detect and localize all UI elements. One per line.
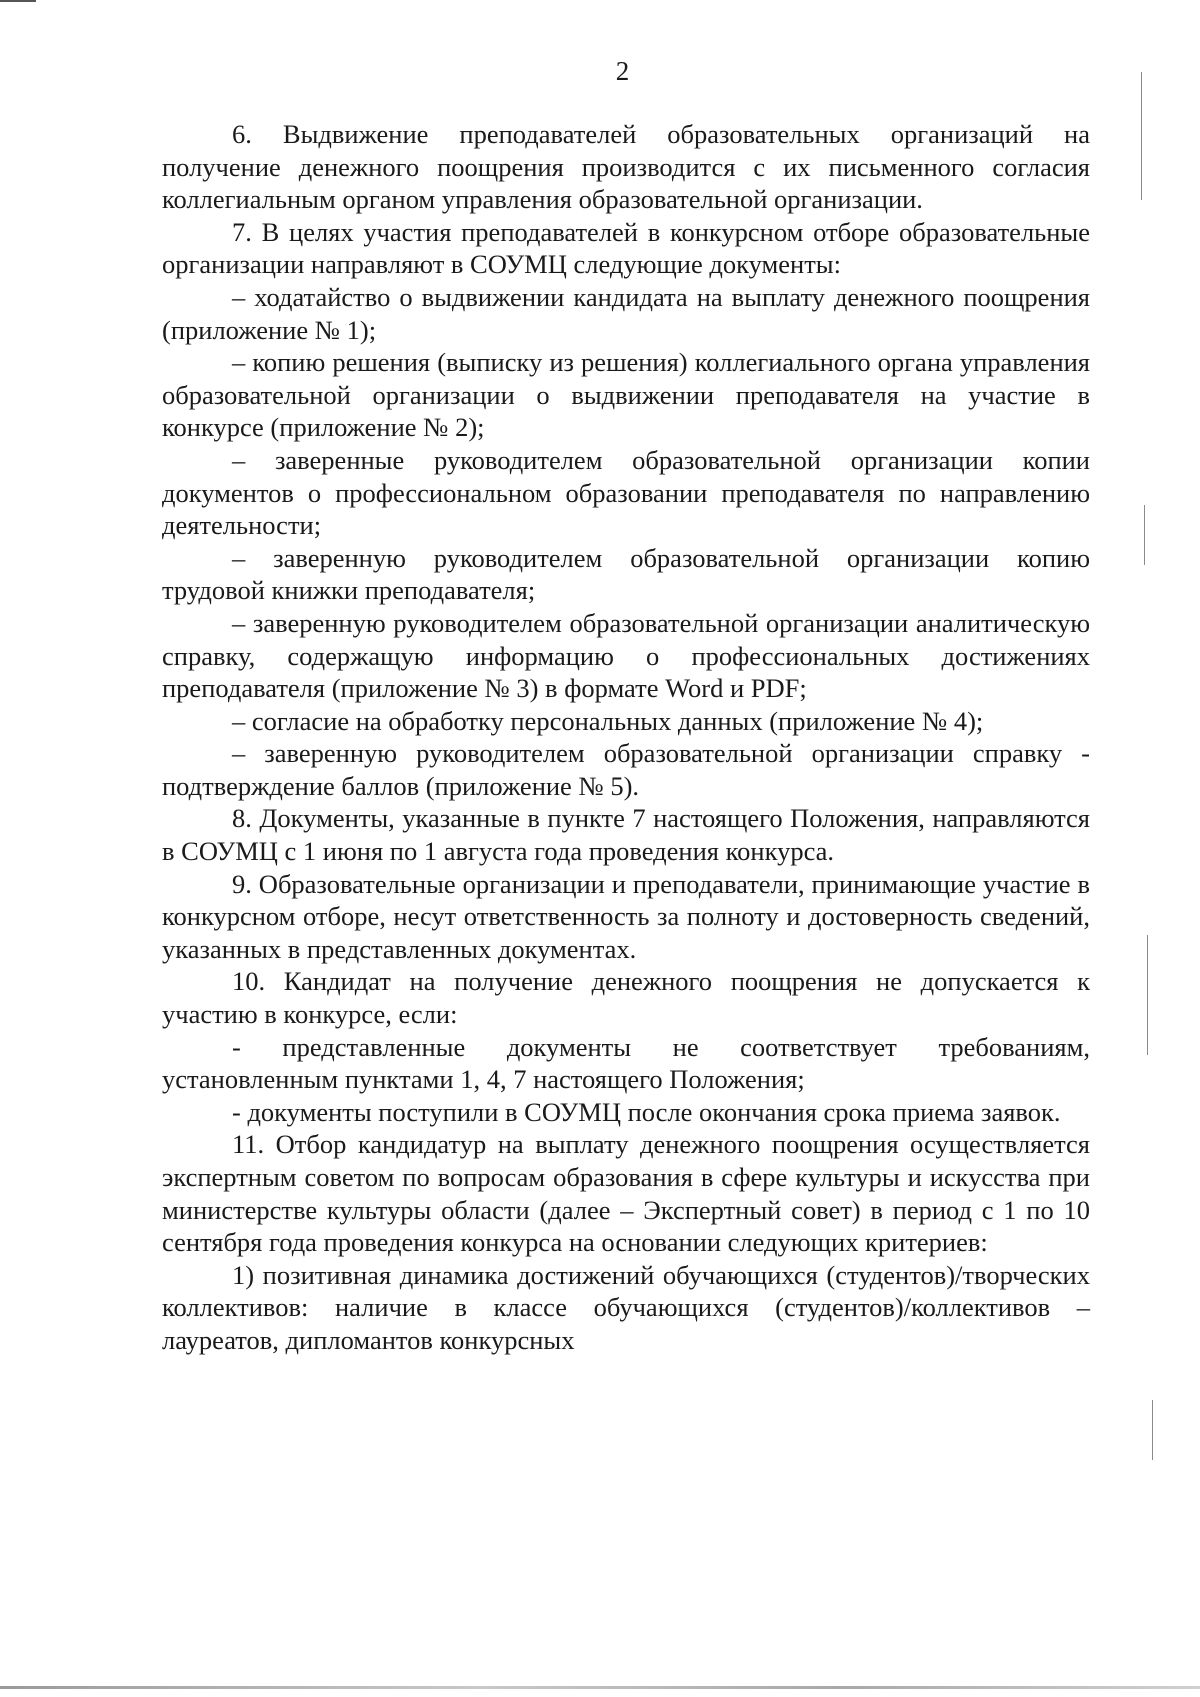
scan-artifact-mark (1144, 505, 1145, 565)
scan-edge-top (0, 0, 36, 2)
list-item: - документы поступили в СОУМЦ после окончания срока приема заявок. (232, 1096, 1061, 1127)
list-item: – заверенную руководителем образовательной организации справку - подтверждение баллов (приложение № 5). (162, 738, 1090, 801)
list-item: – согласие на обработку персональных данных (приложение № 4); (232, 705, 984, 736)
scan-artifact-mark (1141, 72, 1142, 200)
scan-edge-bottom (0, 1686, 1200, 1689)
list-item: 1) позитивная динамика достижений обучающихся (студентов)/творческих коллективов: наличие в классе обучающихся (студентов)/коллективов – лауреатов, дипломантов конкурсных (162, 1259, 1090, 1355)
document-body (162, 118, 1090, 1357)
list-item: – заверенную руководителем образовательной организации аналитическую справку, содержащую информацию о профессиональных достижениях преподавателя (приложение № 3) в формате Word и PDF; (162, 607, 1090, 704)
list-item: – копию решения (выписку из решения) коллегиального органа управления образовательной организации о выдвижении преподавателя на участие в конкурсе (приложение № 2); (162, 347, 1090, 443)
paragraph-8: 8. Документы, указанные в пункте 7 настоящего Положения, направляются в СОУМЦ с 1 июня по 1 августа года проведения конкурса. (162, 803, 1090, 867)
list-item: – заверенную руководителем образовательной организации копию трудовой книжки преподавателя; (162, 542, 1090, 606)
paragraph-7: 7. В целях участия преподавателей в конкурсном отборе образовательные организации направляют в СОУМЦ следующие документы: (162, 216, 1090, 280)
paragraph-6: 6. Выдвижение преподавателей образовательных организаций на получение денежного поощрения производится с их письменного согласия коллегиальным органом управления образовательной организации. (162, 119, 1090, 215)
list-item: - представленные документы не соответствует требованиям, установленным пунктами 1, 4, 7 настоящего Положения; (162, 1031, 1090, 1095)
scan-artifact-mark (1147, 935, 1148, 1055)
list-item: – ходатайство о выдвижении кандидата на выплату денежного поощрения (приложение № 1); (162, 281, 1090, 345)
paragraph-10: 10. Кандидат на получение денежного поощрения не допускается к участию в конкурсе, если: (162, 966, 1090, 1030)
paragraph-9: 9. Образовательные организации и преподаватели, принимающие участие в конкурсном отборе, несут ответственность за полноту и достоверность сведений, указанных в представленных документах. (162, 868, 1090, 964)
scan-artifact-mark (1152, 1400, 1153, 1460)
page-number: 2 (615, 56, 630, 86)
list-item: – заверенные руководителем образовательной организации копии документов о профессиональном образовании преподавателя по направлению деятельности; (162, 444, 1090, 541)
paragraph-11: 11. Отбор кандидатур на выплату денежного поощрения осуществляется экспертным советом по вопросам образования в сфере культуры и искусства при министерстве культуры области (далее – Экспертный совет) в период с 1 по 10 сентября года проведения конкурса на основании следующих критериев: (162, 1129, 1090, 1258)
